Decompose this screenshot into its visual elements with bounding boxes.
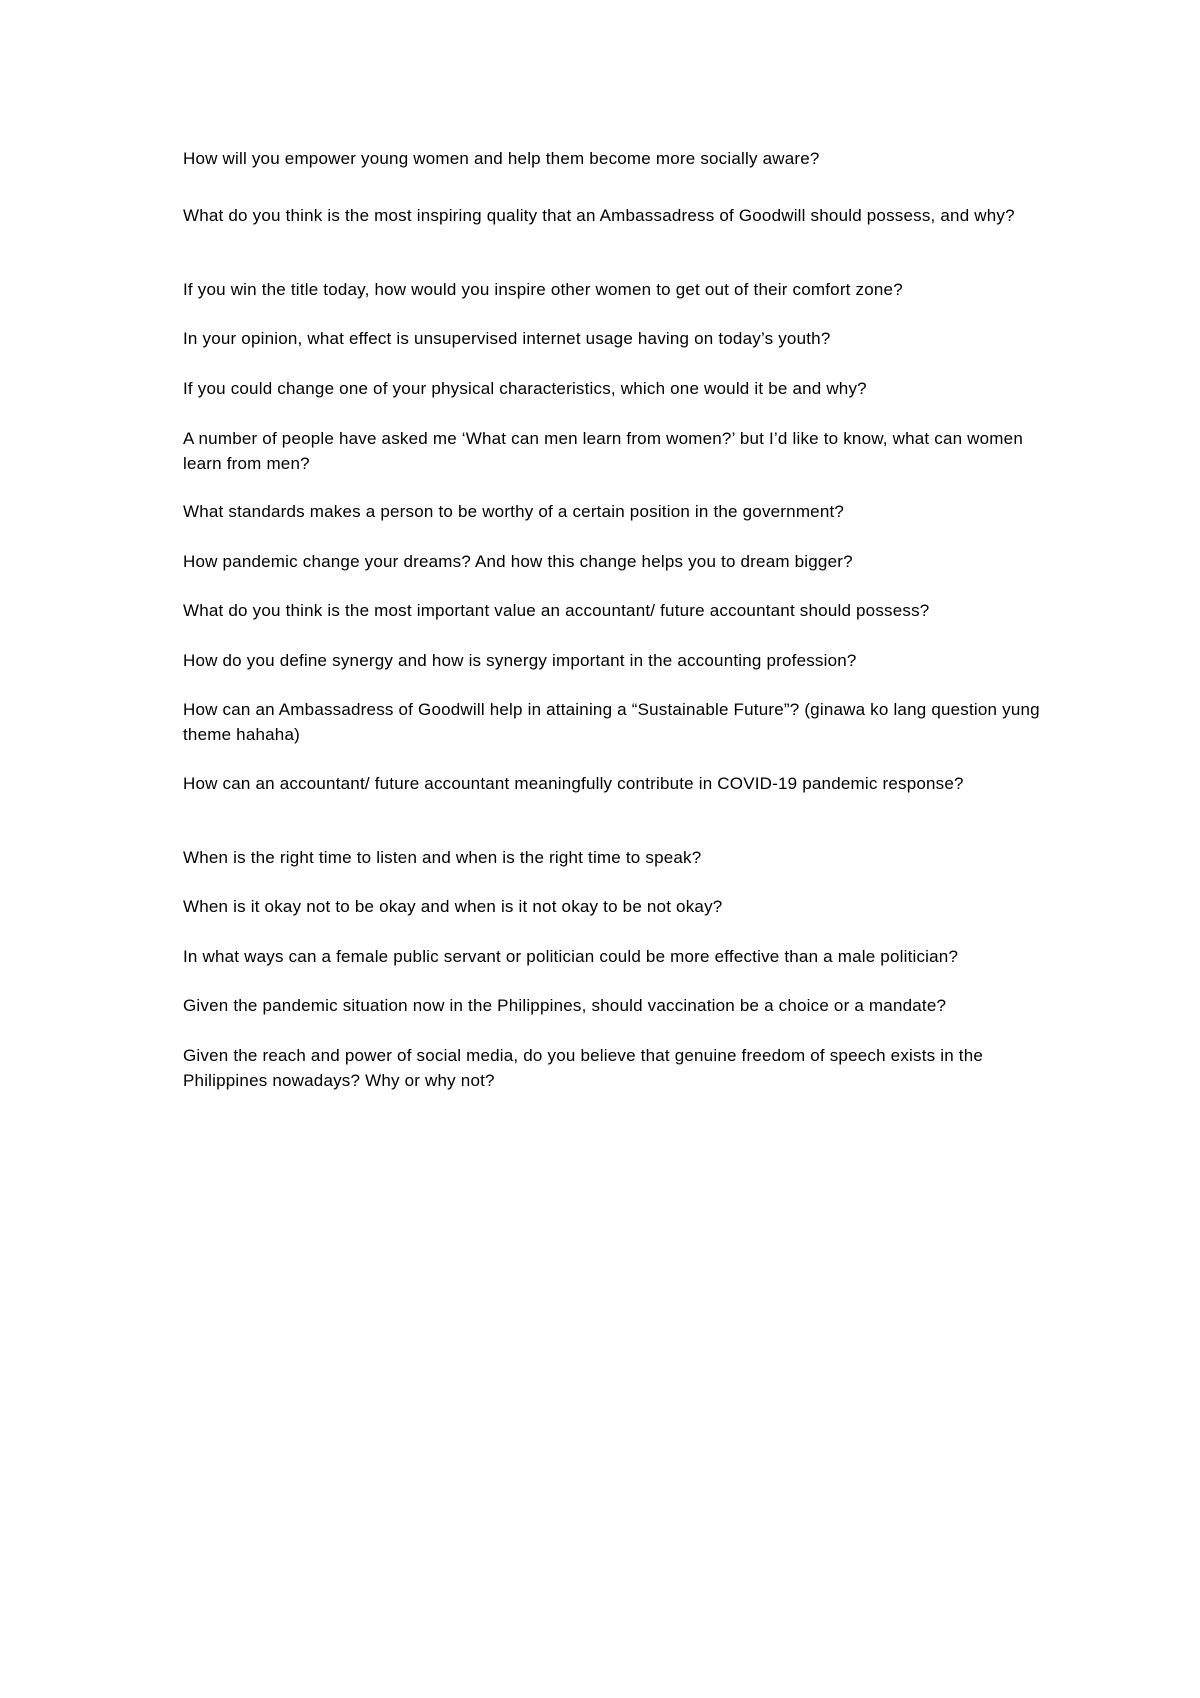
- question-5: If you could change one of your physical characteristics, which one would it be and why?: [183, 379, 867, 398]
- question-16: Given the pandemic situation now in the Philippines, should vaccination be a choice or a mandate?: [183, 996, 947, 1015]
- question-7: What standards makes a person to be worthy of a certain position in the government?: [183, 502, 845, 521]
- question-12: How can an accountant/ future accountant meaningfully contribute in COVID-19 pandemic response?: [183, 774, 964, 793]
- question-1: How will you empower young women and help them become more socially aware?: [183, 149, 820, 168]
- question-14: When is it okay not to be okay and when is it not okay to be not okay?: [183, 897, 723, 916]
- question-4: In your opinion, what effect is unsupervised internet usage having on today’s youth?: [183, 329, 831, 348]
- question-13: When is the right time to listen and when is the right time to speak?: [183, 848, 702, 867]
- question-9: What do you think is the most important value an accountant/ future accountant should possess?: [183, 601, 930, 620]
- question-17: Given the reach and power of social media, do you believe that genuine freedom of speech exists in the Philippines nowadays? Why or why not?: [183, 1046, 984, 1090]
- question-2: What do you think is the most inspiring quality that an Ambassadress of Goodwill should possess, and why?: [183, 206, 1015, 225]
- question-15: In what ways can a female public servant or politician could be more effective than a male politician?: [183, 947, 959, 966]
- question-10: How do you define synergy and how is synergy important in the accounting profession?: [183, 651, 857, 670]
- question-11: How can an Ambassadress of Goodwill help in attaining a “Sustainable Future”? (ginawa ko lang question yung theme hahaha): [183, 700, 1040, 744]
- question-6: A number of people have asked me ‘What can men learn from women?’ but I’d like to know, what can women learn from men?: [183, 429, 1023, 473]
- question-8: How pandemic change your dreams? And how this change helps you to dream bigger?: [183, 552, 853, 571]
- question-3: If you win the title today, how would you inspire other women to get out of their comfort zone?: [183, 280, 903, 299]
